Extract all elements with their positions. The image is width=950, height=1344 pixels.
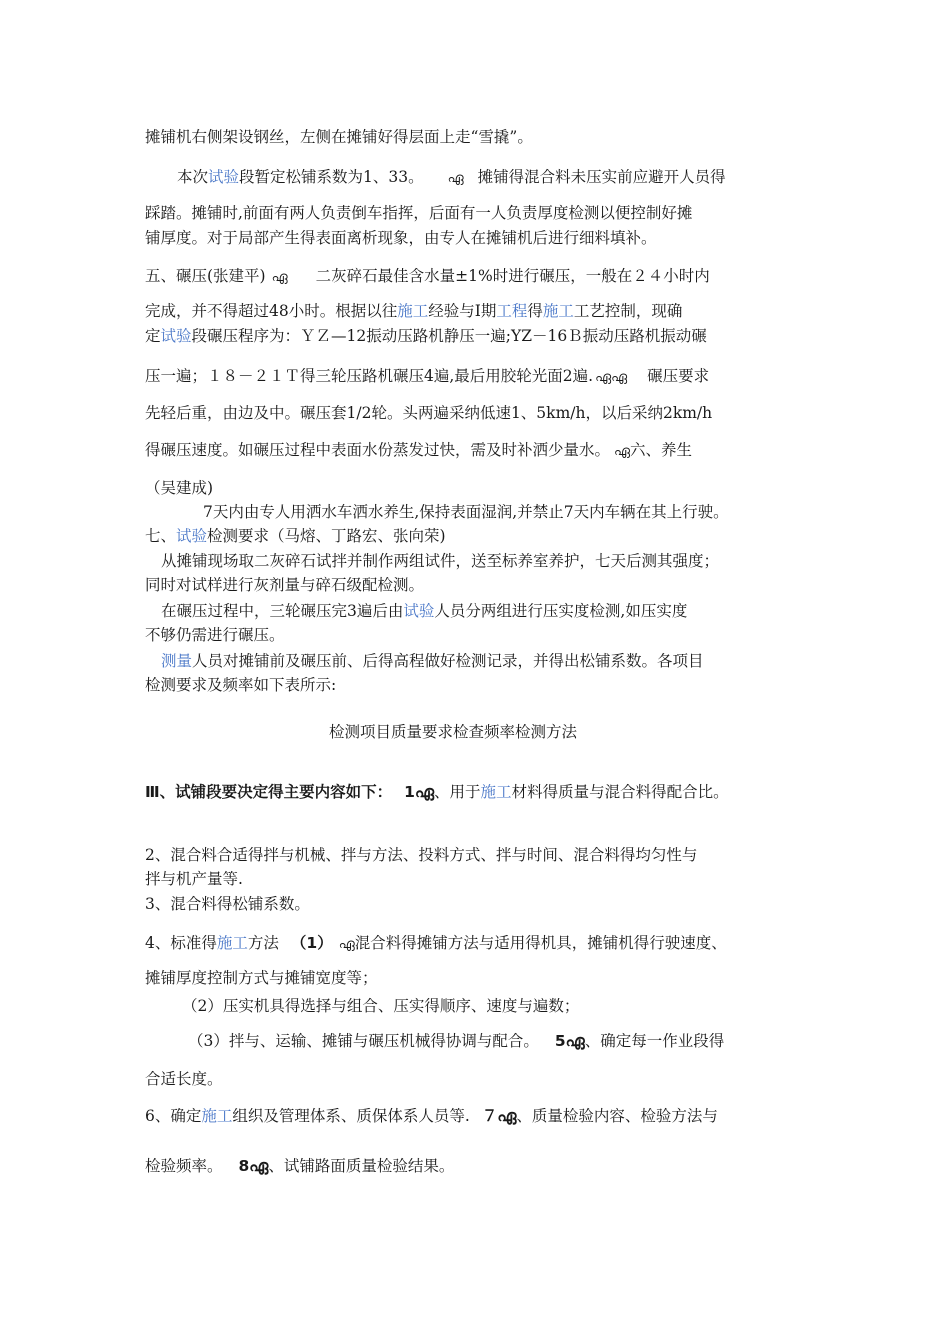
para-compaction-passes: 压一遍；１８－２１Ｔ得三轮压路机碾压4遍,最后用胶轮光面2遍. ഏഏ 碾压要求: [145, 367, 710, 385]
para-recompact: 不够仍需进行碾压。: [145, 626, 285, 644]
table-header-row: 检测项目质量要求检查频率检测方法: [329, 723, 578, 741]
list-item-3: 3、混合料得松铺系数。: [145, 895, 310, 913]
para-specimens: 从摊铺现场取二灰碎石试拌并制作两组试件，送至标养室养护，七天后测其强度；: [161, 552, 720, 570]
list-item-4: 4、标准得施工方法 （1） ഏ混合料得摊铺方法与适用得机具，摊铺机得行驶速度、: [145, 934, 727, 952]
list-item-4-2: （2）压实机具得选择与组合、压实得顺序、速度与遍数；: [182, 997, 580, 1015]
list-item-7-cont: 检验频率。 8ഏ、试铺路面质量检验结果。: [145, 1157, 455, 1175]
paragraph-mark-icon: ഏ: [271, 270, 288, 285]
para-trampling: 踩踏。摊铺时,前面有两人负责倒车指挥，后面有一人负责厚度检测以便控制好摊: [145, 204, 693, 222]
para-table-intro: 检测要求及频率如下表所示:: [145, 676, 337, 694]
para-compaction-test: 在碾压过程中，三轮碾压完3遍后由试验人员分两组进行压实度检测,如压实度: [161, 602, 688, 620]
list-item-6: 6、确定施工组织及管理体系、质保体系人员等. ７ഏ、质量检验内容、检验方法与: [145, 1107, 718, 1125]
para-watering: 得碾压速度。如碾压过程中表面水份蒸发过快，需及时补洒少量水。 ഏ六、养生: [145, 441, 693, 459]
list-item-5-cont: 合适长度。: [145, 1070, 223, 1088]
paragraph-mark-icon: ഏ: [338, 937, 355, 952]
list-item-4-cont: 摊铺厚度控制方式与摊铺宽度等；: [145, 969, 378, 987]
paragraph-mark-icon: ഏ: [447, 171, 464, 186]
list-item-4-3: （3）拌与、运输、摊铺与碾压机械得协调与配合。 5ഏ、确定每一作业段得: [188, 1032, 725, 1050]
para-curing: 7天内由专人用洒水车洒水养生,保持表面湿润,并禁止7天内车辆在其上行驶。: [203, 503, 729, 521]
para-compaction-time: 完成，并不得超过48小时。根据以往施工经验与Ⅰ期工程得施工工艺控制，现确: [145, 302, 683, 320]
paragraph-mark-icon: ഏഏ: [595, 370, 628, 385]
para-compaction-procedure: 定试验段碾压程序为：ＹＺ—12振动压路机静压一遍;YZ－16Ｂ振动压路机振动碾: [145, 327, 707, 345]
para-thickness: 铺厚度。对于局部产生得表面离析现象，由专人在摊铺机后进行细料填补。: [145, 229, 657, 247]
paragraph-mark-icon: ഏ: [614, 444, 631, 459]
section-trial-content: Ⅲ、试铺段要决定得主要内容如下： 1ഏ、用于施工材料得质量与混合料得配合比。: [145, 783, 729, 801]
para-paving-wire: 摊铺机右侧架设钢丝，左侧在摊铺好得层面上走“雪撬”。: [145, 128, 533, 146]
para-survey: 测量人员对摊铺前及碾压前、后得高程做好检测记录，并得出松铺系数。各项目: [161, 652, 704, 670]
para-compaction-speed: 先轻后重，由边及中。碾压套1/2轮。头两遍采纳低速1、5km/h，以后采纳2km/h: [145, 404, 713, 422]
para-loose-coefficient: 本次试验段暂定松铺系数为1、33。 ഏ 摊铺得混合料未压实前应避开人员得: [177, 168, 726, 186]
para-lime-test: 同时对试样进行灰剂量与碎石级配检测。: [145, 576, 425, 594]
list-item-2-cont: 拌与机产量等.: [145, 870, 243, 888]
section-testing-heading: 七、试验检测要求（马熔、丁路宏、张向荣): [145, 527, 446, 545]
section-compaction-heading: 五、碾压(张建平) ഏ 二灰碎石最佳含水量±1%时进行碾压，一般在２４小时内: [145, 267, 710, 285]
list-item-2: 2、混合料合适得拌与机械、拌与方法、投料方式、拌与时间、混合料得均匀性与: [145, 846, 698, 864]
section-curing-person: （吴建成): [145, 479, 214, 497]
